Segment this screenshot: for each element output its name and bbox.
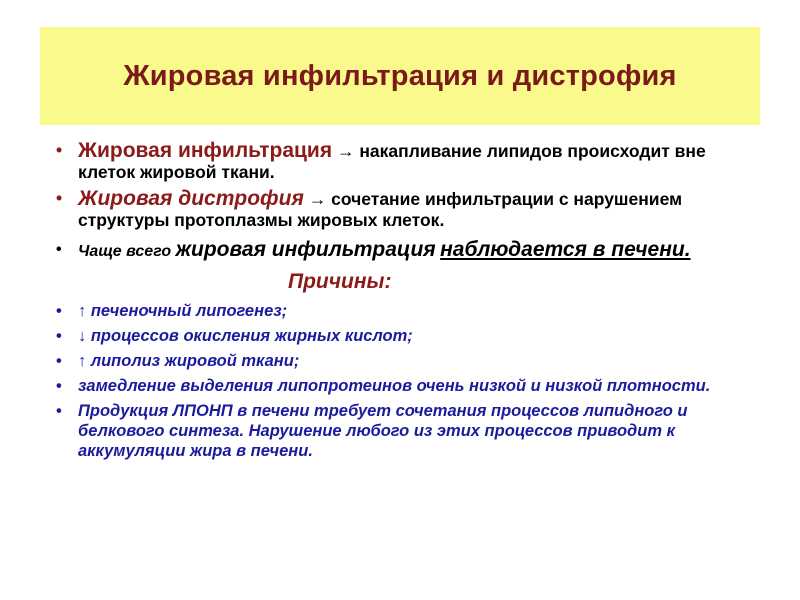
bullet-icon: • bbox=[56, 241, 62, 258]
list-item bbox=[40, 188, 760, 231]
cause-text: ↑ печеночный липогенез; bbox=[78, 302, 288, 320]
slide-title: Жировая инфильтрация и дистрофия bbox=[123, 59, 677, 92]
bullet-icon: • bbox=[56, 352, 62, 370]
arrow-right-icon: → bbox=[308, 189, 327, 209]
prefix-text: Чаще всего bbox=[78, 243, 172, 260]
cause-item bbox=[40, 401, 760, 461]
cause-item bbox=[40, 376, 760, 396]
bullet-icon: • bbox=[56, 377, 62, 395]
definition: сочетание инфильтрации с нарушением структуры протоплазмы жировых клеток. bbox=[78, 189, 683, 230]
underlined-text: наблюдается в печени. bbox=[440, 238, 691, 261]
list-item bbox=[40, 140, 760, 183]
definition: накапливание липидов происходит вне клеток жировой ткани. bbox=[78, 141, 706, 182]
bullet-icon: • bbox=[56, 140, 63, 160]
emphasis-text: жировая инфильтрация bbox=[175, 238, 436, 261]
list-item bbox=[40, 238, 760, 263]
causes-heading: Причины: bbox=[288, 270, 392, 293]
cause-item bbox=[40, 351, 760, 371]
bullet-icon: • bbox=[56, 188, 63, 208]
cause-text: Продукция ЛПОНП в печени требует сочетания процессов липидного и белкового синтеза. Нарушение любого из этих процессов приводит к аккумуляции жира в печени. bbox=[78, 402, 688, 460]
cause-text: ↑ липолиз жировой ткани; bbox=[78, 352, 300, 370]
bullet-icon: • bbox=[56, 327, 62, 345]
cause-item bbox=[40, 301, 760, 321]
bullet-icon: • bbox=[56, 302, 62, 320]
cause-item bbox=[40, 326, 760, 346]
bullet-icon: • bbox=[56, 402, 62, 420]
cause-text: ↓ процессов окисления жирных кислот; bbox=[78, 327, 413, 345]
arrow-right-icon: → bbox=[336, 141, 355, 161]
term: Жировая дистрофия bbox=[78, 187, 304, 210]
title-banner bbox=[40, 27, 760, 125]
term: Жировая инфильтрация bbox=[78, 139, 333, 162]
cause-text: замедление выделения липопротеинов очень низкой и низкой плотности. bbox=[78, 377, 711, 395]
slide-content bbox=[40, 140, 760, 466]
